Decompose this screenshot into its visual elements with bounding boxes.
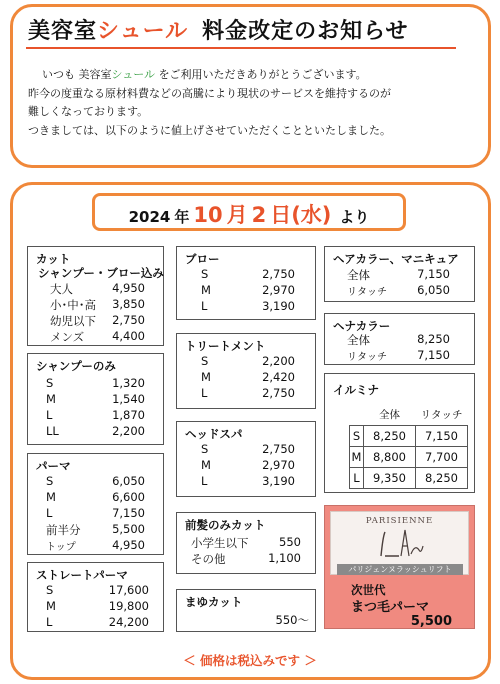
menu-card-shampoo [27, 353, 164, 445]
date-year: 2024 [128, 208, 171, 226]
menu-card-head-spa [176, 421, 316, 497]
price-row: 大人 4,950 [50, 281, 145, 296]
menu-card-straight-perm [27, 562, 164, 632]
price-row: S 2,750 [201, 267, 295, 281]
price-row: リタッチ 6,050 [347, 283, 450, 298]
menu-card-ilumina [324, 373, 475, 493]
price-row: 前半分 5,500 [46, 522, 145, 537]
intro-text [28, 66, 468, 140]
intro-line-2: 昨今の度重なる原材料費などの高騰により現状のサービスを維持するのが [28, 86, 391, 100]
price-row: S 6,050 [46, 474, 145, 488]
price-row: M 2,420 [201, 370, 295, 384]
intro-line-4: つきましては、以下のように値上げさせていただくことといたしました。 [28, 123, 391, 137]
price-row: S 2,200 [201, 354, 295, 368]
menu-card-henna [324, 313, 475, 365]
effective-date-banner [92, 193, 406, 231]
card-title: シャンプーのみ [36, 359, 116, 373]
headline-prefix: 美容室 [28, 19, 98, 44]
table-row: M 8,800 7,700 [350, 446, 468, 467]
price-row: トップ 4,950 [46, 538, 145, 553]
headline-suffix: 料金改定のお知らせ [202, 19, 409, 44]
date-day-unit: 日 [270, 203, 292, 227]
headline-brand: シュール [97, 19, 189, 44]
price-row: 小学生以下 550 [191, 535, 301, 550]
price-row: 幼児以下 2,750 [50, 313, 145, 328]
menu-card-hair-color [324, 246, 475, 302]
price-row: S 2,750 [201, 442, 295, 456]
ilumina-price-table [349, 404, 468, 489]
price-row: M 1,540 [46, 392, 145, 406]
col-header: 全体 [379, 408, 400, 421]
lash-price: 5,500 [410, 614, 452, 629]
lash-logo-icon [375, 526, 427, 562]
lash-lift-promo [324, 505, 475, 629]
price-row: S 17,600 [46, 583, 149, 597]
intro-brand: シュール [111, 68, 156, 81]
card-title: まゆカット [185, 595, 243, 609]
price-row: 小･中･高 3,850 [50, 297, 145, 312]
date-suffix: より [339, 208, 370, 226]
lash-tag: パリジェンヌラッシュリフト [337, 564, 463, 575]
menu-card-eyebrow-cut [176, 589, 316, 632]
price-row: リタッチ 7,150 [347, 348, 450, 363]
price-row: 全体 7,150 [347, 267, 450, 282]
card-title: トリートメント [185, 339, 266, 353]
col-header: リタッチ [420, 408, 463, 421]
table-header-row [350, 404, 468, 425]
date-day: 2 [251, 203, 267, 227]
menu-card-blow [176, 246, 316, 320]
price-row: L 24,200 [46, 615, 149, 629]
menu-card-perm [27, 453, 164, 555]
headline-underline [26, 47, 456, 49]
lash-line-2: まつ毛パーマ [351, 600, 430, 615]
card-title: パーマ [36, 459, 71, 473]
price-row: S 1,320 [46, 376, 145, 390]
date-month: 10 [193, 203, 223, 227]
card-title: 前髪のみカット [185, 518, 266, 532]
price-row: その他 1,100 [191, 551, 301, 566]
menu-card-treatment [176, 333, 316, 409]
card-title: ブロー [185, 252, 220, 266]
date-year-unit: 年 [174, 208, 190, 226]
date-weekday: (水) [291, 203, 332, 227]
intro-line-3: 難しくなっております。 [28, 105, 149, 118]
price-row: M 6,600 [46, 490, 145, 504]
lash-brand-name: PARISIENNE [365, 516, 434, 526]
tax-included-note: ＜ 価格は税込みです ＞ [183, 653, 317, 668]
price-row: L 1,870 [46, 408, 145, 422]
menu-card-cut [27, 246, 164, 346]
price-row: L 3,190 [201, 474, 295, 488]
price-row: 550～ [275, 613, 309, 627]
price-row: LL 2,200 [46, 424, 145, 438]
card-title: ストレートパーマ [36, 568, 128, 582]
price-row: M 19,800 [46, 599, 149, 613]
card-title: ヘッドスパ [185, 427, 243, 441]
notice-headline [28, 14, 408, 45]
card-subtitle: シャンプー・ブロー込み [38, 266, 164, 280]
card-title: ヘナカラー [333, 319, 391, 333]
intro-line-1: いつも 美容室シュール をご利用いただきありがとうございます。 [42, 68, 367, 81]
menu-card-bangs-cut [176, 512, 316, 574]
table-row: S 8,250 7,150 [350, 425, 468, 446]
price-row: メンズ 4,400 [50, 329, 145, 344]
price-row: M 2,970 [201, 283, 295, 297]
card-title: ヘアカラー、マニキュア [333, 252, 459, 266]
price-row: L 2,750 [201, 386, 295, 400]
price-row: L 7,150 [46, 506, 145, 520]
lash-lift-logo-image [330, 511, 469, 575]
card-title: イルミナ [333, 383, 379, 397]
price-row: L 3,190 [201, 299, 295, 313]
price-row: 全体 8,250 [347, 332, 450, 347]
table-row: L 9,350 8,250 [350, 467, 468, 488]
lash-line-1: 次世代 [351, 583, 386, 597]
date-month-unit: 月 [226, 203, 248, 227]
card-title: カット [36, 252, 71, 266]
price-row: M 2,970 [201, 458, 295, 472]
